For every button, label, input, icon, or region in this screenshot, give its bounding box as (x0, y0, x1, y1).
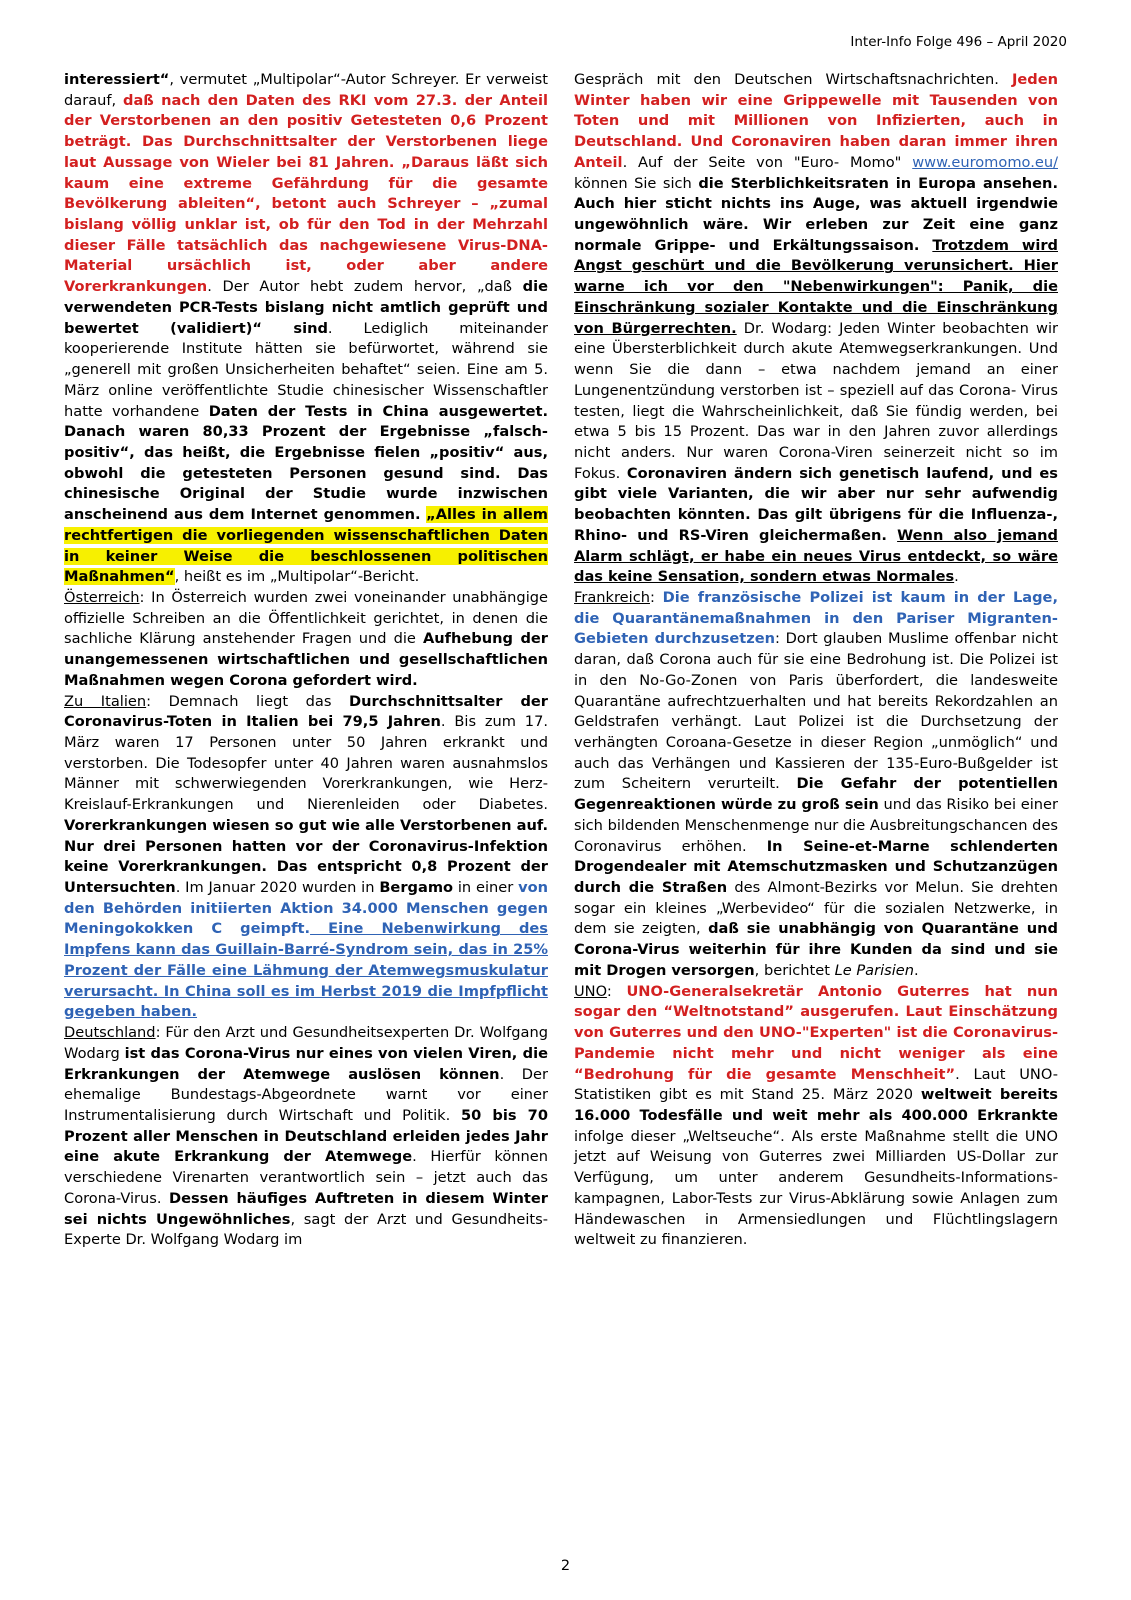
grippewelle-red: Jeden Winter haben wir eine Grippewelle mit Tausenden von Toten und mit Millionen von Infizierten, auch in Deutschland. Und Coronaviren haben daran immer ihren Anteil (574, 71, 1058, 171)
source-le-parisien: Le Parisien (834, 961, 915, 979)
paragraph-france (574, 588, 1058, 982)
country-label-germany: Deutschland (64, 1024, 156, 1042)
meningokokken-blue: von den Behörden initiierten Aktion 34.000 Menschen gegen Meningokokken C geimpft. (64, 879, 549, 938)
text: Dr. Wodarg: Jeden Winter beobachten wir eine Übersterblichkeit durch akute Atemwegserkrankungen. Und wenn Sie die dann – etwa nachdem jemand an einer Lungenentzündung verstorben ist – speziell auf das Corona- Virus testen, liegt die Wahrscheinlichkeit, daß Sie fündig werden, bei etwa 5 bis 15 Prozent. Das war in den Jahren zuvor allerdings nicht anders. Nur waren Corona-Viren seinerzeit nicht so im Fokus. (574, 319, 1058, 482)
text: . Lediglich miteinander kooperierende Institute hätten sie befürwortet, während sie „generell mit großen Unsicherheiten behaftet“ seien. Eine am 5. März online veröffentlichte Studie chinesischer Wissenschaftler hatte vorhandene (64, 319, 548, 420)
text: : Demnach liegt das (146, 692, 350, 710)
winter-occurrence-bold: Dessen häufiges Auftreten in diesem Winter sei nichts Ungewöhnliches (64, 1189, 548, 1228)
page-number: 2 (560, 1558, 571, 1574)
seine-et-marne-bold: In Seine-et-Marne schlenderten Drogendealer mit Atemschutzmasken und Schutzanzügen durch die Straßen (574, 837, 1058, 897)
bergamo-bold: Bergamo (379, 879, 454, 897)
paragraph-italy (64, 692, 548, 1024)
euromomo-link[interactable]: www.euromomo.eu/ (912, 153, 1058, 171)
text: und das Risiko bei einer sich bildenden Menschenmenge nur die Ausbreitungschancen des Coronavirus erhöhen. (574, 796, 1059, 855)
preconditions-bold: Vorerkrankungen wiesen so gut wie alle Verstorbenen auf. Nur drei Personen hatten vor der Coronavirus-Infektion keine Vorerkrankungen. Das entspricht 0,8 Prozent der Untersuchten (64, 816, 548, 897)
respiratory-illness-bold: 50 bis 70 Prozent aller Menschen in Deutschland erleiden jedes Jahr eine akute Erkrankung der Atemwege (64, 1106, 548, 1166)
text: . (914, 961, 919, 979)
text: . Bis zum 17. März waren 17 Personen unter 50 Jahren erkrankt und verstorben. Die Todesopfer unter 40 Jahren waren ausnahmslos Männer mit schwerwiegenden Vorerkrankungen, wie Herz-Kreislauf-Erkrankungen und Nierenleiden oder Diabetes. (64, 713, 548, 814)
text: : Für den Arzt und Gesundheitsexperten Dr. Wolfgang Wodarg (64, 1024, 548, 1062)
text: . Auf der Seite von "Euro- Momo" (622, 153, 913, 171)
text: . Der Autor hebt zudem hervor, „daß (207, 278, 523, 296)
paragraph-uno (574, 982, 1058, 1251)
text: . Hierfür können verschiedene Virenarten verantwortlich sein – jetzt auch das Corona-Virus. (64, 1148, 548, 1207)
text: : (649, 588, 663, 606)
text: . Der ehemalige Bundestags-Abgeordnete warnt vor einer Instrumentalisierung durch Wirtschaft und Politik. (64, 1065, 548, 1124)
page-header (64, 34, 1067, 50)
counterreaction-bold: Die Gefahr der potentiellen Gegenreaktionen würde zu groß sein (574, 775, 1058, 814)
country-label-uno: UNO (574, 982, 607, 1000)
wodarg-statement-bold: ist das Corona-Virus nur eines von vielen Viren, die Erkrankungen der Atemwege auslösen können (64, 1044, 548, 1083)
country-label-austria: Österreich (64, 588, 140, 606)
lead-quote-word: interessiert“ (64, 71, 170, 88)
mortality-rates-bold: die Sterblichkeitsraten in Europa ansehen. Auch hier sticht nichts ins Auge, was aktuell irgendwie ungewöhnlich wäre. Wir erleben zur Zeit eine ganz normale Grippe- und Erkältungssaison. (574, 174, 1058, 254)
paragraph-wodarg-interview (574, 70, 1058, 588)
guillain-barre-blue-underline: Eine Nebenwirkung des Impfens kann das Guillain-Barré-Syndrom sein, das in 25% Prozent der Fälle eine Lähmung der Atemwegsmuskulatur verursacht. In China soll es im Herbst 2019 die Impfpflicht gegeben haben. (64, 920, 548, 1021)
highlighted-quote: „Alles in allem rechtfertigen die vorliegenden wissenschaftlichen Daten in keiner Weise die beschlossenen politischen Maßnahmen“ (64, 506, 548, 586)
pcr-test-bold: die verwendeten PCR-Tests bislang nicht amtlich geprüft und bewertet (validiert)“ sind (64, 278, 548, 337)
police-quarantine-blue: Die französische Polizei ist kaum in der Lage, die Quarantänemaßnahmen in den Pariser Migranten-Gebieten durchzusetzen (574, 588, 1058, 648)
country-label-italy: Zu Italien (64, 692, 147, 710)
text: infolge dieser „Weltseuche“. Als erste Maßnahme stellt die UNO jetzt auf Weisung von Guterres zwei Milliarden US-Dollar zur Verfügung, um unter anderem Gesundheits-Informations-kampagnen, Labor-Tests zur Virus-Abklärung sowie Anlagen zum Händewaschen in Armensiedlungen und Flüchtlingslagern weltweit zu finanzieren. (574, 1127, 1058, 1249)
paragraph-austria (64, 588, 548, 692)
paragraph-germany (64, 1023, 548, 1251)
text: , sagt der Arzt und Gesundheits-Experte Dr. Wolfgang Wodarg im (64, 1210, 549, 1249)
text: : (606, 982, 627, 1000)
austria-demand-bold: Aufhebung der unangemessenen wirtschaftlichen und gesellschaftlichen Maßnahmen wegen Corona gefordert wird. (64, 630, 548, 689)
country-label-france: Frankreich (574, 588, 650, 606)
italy-average-age-bold: Durchschnittsalter der Coronavirus-Toten in Italien bei 79,5 Jahren (64, 692, 548, 731)
text: des Almont-Bezirks vor Melun. Sie drehten sogar ein kleines „Werbevideo“ für die sozialen Netzwerke, in dem sie zeigten, (574, 879, 1058, 938)
text: können Sie sich (574, 174, 699, 192)
text: . Laut UNO-Statistiken gibt es mit Stand 25. März 2020 (574, 1065, 1058, 1104)
two-column-body (64, 70, 1067, 1251)
text: , berichtet (754, 961, 835, 979)
text: : Dort glauben Muslime offenbar nicht daran, daß Corona auch für sie eine Bedrohung ist. Die Polizei ist in den No-Go-Zonen von Paris überfordert, die landesweite Quarantäne aufrechtzuerhalten und hat bereits Rekordzahlen an Geldstrafen verhängt. Laut Polizei ist die Durchsetzung der verhängten Coroana-Gesetze in dieser Region „unmöglich“ und auch das Verhängen und Kassieren der 135-Euro-Bußgelder ist zum Scheitern verurteilt. (574, 630, 1058, 793)
dealers-bold: daß sie unabhängig von Quarantäne und Corona-Virus weiterhin für ihre Kunden da sind und sie mit Drogen versorgen (574, 920, 1058, 979)
guterres-red: UNO-Generalsekretär Antonio Guterres hat nun sogar den “Weltnotstand” ausgerufen. Laut Einschätzung von Guterres und den UNO-"Experten" ist die Coronavirus-Pandemie nicht mehr und nicht weniger als eine “Bedrohung für die gesamte Menschheit” (574, 982, 1058, 1083)
left-column (64, 70, 548, 1251)
china-study-bold: Daten der Tests in China ausgewertet. Danach waren 80,33 Prozent der Ergebnisse „falsch-positiv“, das heißt, die Ergebnisse fielen „positiv“ aus, obwohl die getesteten Personen gesund sind. Das chinesische Original der Studie wurde inzwischen anscheinend aus dem Internet genommen. (64, 402, 548, 524)
alarm-bold-underline: Wenn also jemand Alarm schlägt, er habe ein neues Virus entdeckt, so wäre das keine Sensation, sondern etwas Normales (574, 526, 1058, 586)
text: , heißt es im „Multipolar“-Bericht. (174, 568, 420, 586)
panic-warning-bold-underline: Trotzdem wird Angst geschürt und die Bevölkerung verunsichert. Hier warne ich vor den "Nebenwirkungen": Panik, die Einschränkung sozialer Kontakte und die Einschränkung von Bürgerrechten. (574, 236, 1058, 337)
text: Gespräch mit den Deutschen Wirtschaftsnachrichten. (574, 71, 1012, 88)
coronaviren-variants-bold: Coronaviren ändern sich genetisch laufend, und es gibt viele Varianten, die wir aber nur sehr aufwendig beobachten könnten. Das gilt übrigens für die Influenza-, Rhino- und RS-Viren gleichermaßen. (574, 464, 1058, 544)
paragraph-schreyer (64, 70, 548, 588)
text: . Im Januar 2020 wurden in (175, 879, 380, 897)
text: . (954, 568, 959, 586)
text: in einer (453, 879, 519, 897)
issue-line: Inter-Info Folge 496 – April 2020 (850, 34, 1067, 50)
right-column (574, 70, 1058, 1251)
text: , vermutet „Multipolar“-Autor Schreyer. Er verweist darauf, (64, 71, 548, 109)
uno-statistics-bold: weltweit bereits 16.000 Todesfälle und weit mehr als 400.000 Erkrankte (574, 1086, 1058, 1124)
rki-red-passage: daß nach den Daten des RKI vom 27.3. der Anteil der Verstorbenen an den positiv Getesteten 0,6 Prozent beträgt. Das Durchschnittsalter der Verstorbenen liege laut Aussage von Wieler bei 81 Jahren. „Daraus läßt sich kaum eine extreme Gefährdung für die gesamte Bevölkerung ableiten“, betont auch Schreyer – „zumal bislang völlig unklar ist, ob für den Tod in der Mehrzahl dieser Fälle tatsächlich das nachgewiesene Virus-DNA-Material ursächlich ist, oder aber andere Vorerkrankungen (64, 91, 548, 296)
text: : In Österreich wurden zwei voneinander unabhängige offizielle Schreiben an die Öffentlichkeit gerichtet, in denen die sachliche Klärung anstehender Fragen und die (64, 588, 548, 648)
